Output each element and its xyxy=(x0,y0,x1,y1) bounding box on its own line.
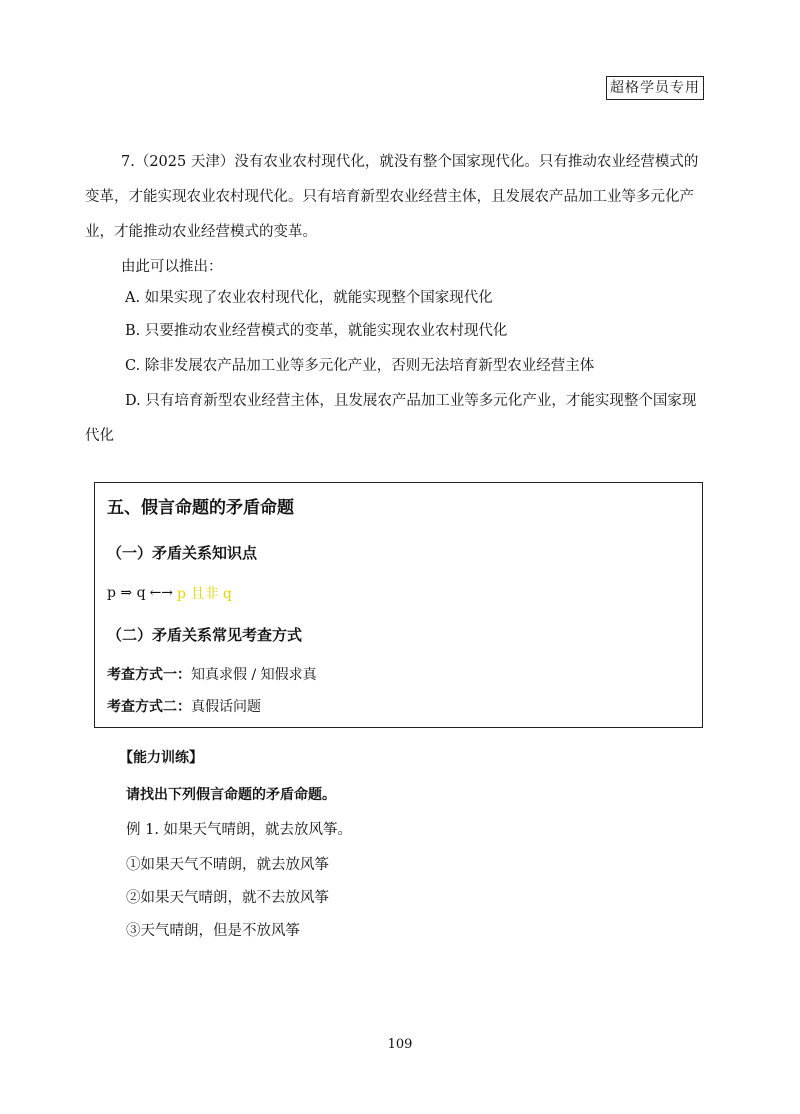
training-instruction: 请找出下列假言命题的矛盾命题。 xyxy=(126,787,336,803)
method-two-text: 真假话问题 xyxy=(191,699,261,715)
test-method-one xyxy=(107,664,317,684)
formula-right-highlighted: p 且非 q xyxy=(177,586,232,602)
section-title: 五、假言命题的矛盾命题 xyxy=(107,498,294,518)
example-item-1[interactable]: ①如果天气不晴朗，就去放风筝 xyxy=(126,857,329,873)
option-b[interactable]: B. 只要推动农业经营模式的变革，就能实现农业农村现代化 xyxy=(125,323,508,339)
option-c[interactable]: C. 除非发展农产品加工业等多元化产业，否则无法培育新型农业经营主体 xyxy=(125,358,595,374)
formula-left: p ⇒ q xyxy=(107,585,146,601)
option-a[interactable]: A. 如果实现了农业农村现代化，就能实现整个国家现代化 xyxy=(125,290,493,306)
double-arrow-icon: ←→ xyxy=(149,585,174,601)
test-method-two xyxy=(107,696,261,716)
example-item-2[interactable]: ②如果天气晴朗，就不去放风筝 xyxy=(126,890,329,906)
option-d[interactable]: D. 只有培育新型农业经营主体，且发展农产品加工业等多元化产业，才能实现整个国家现代化 xyxy=(85,393,697,444)
exclusive-badge: 超格学员专用 xyxy=(606,76,704,100)
subsection-contradiction-points: （一）矛盾关系知识点 xyxy=(107,544,258,562)
contradiction-formula xyxy=(107,583,232,603)
method-two-label: 考查方式二： xyxy=(107,699,191,715)
method-one-label: 考查方式一： xyxy=(107,667,191,683)
question-prompt: 由此可以推出： xyxy=(121,259,223,275)
knowledge-box xyxy=(94,482,703,728)
method-one-text: 知真求假 / 知假求真 xyxy=(191,667,317,683)
page-number: 109 xyxy=(387,1037,413,1052)
example-stem: 例 1. 如果天气晴朗，就去放风筝。 xyxy=(126,822,353,838)
subsection-test-methods: （二）矛盾关系常见考查方式 xyxy=(107,626,303,644)
question-stem: 7.（2025 天津）没有农业农村现代化，就没有整个国家现代化。只有推动农业经营模式的变革，才能实现农业农村现代化。只有培育新型农业经营主体，且发展农产品加工业等多元化产业，才能推动农业经营模式的变革。 xyxy=(85,154,699,240)
training-title: 【能力训练】 xyxy=(119,750,203,766)
example-item-3[interactable]: ③天气晴朗，但是不放风筝 xyxy=(126,923,300,939)
